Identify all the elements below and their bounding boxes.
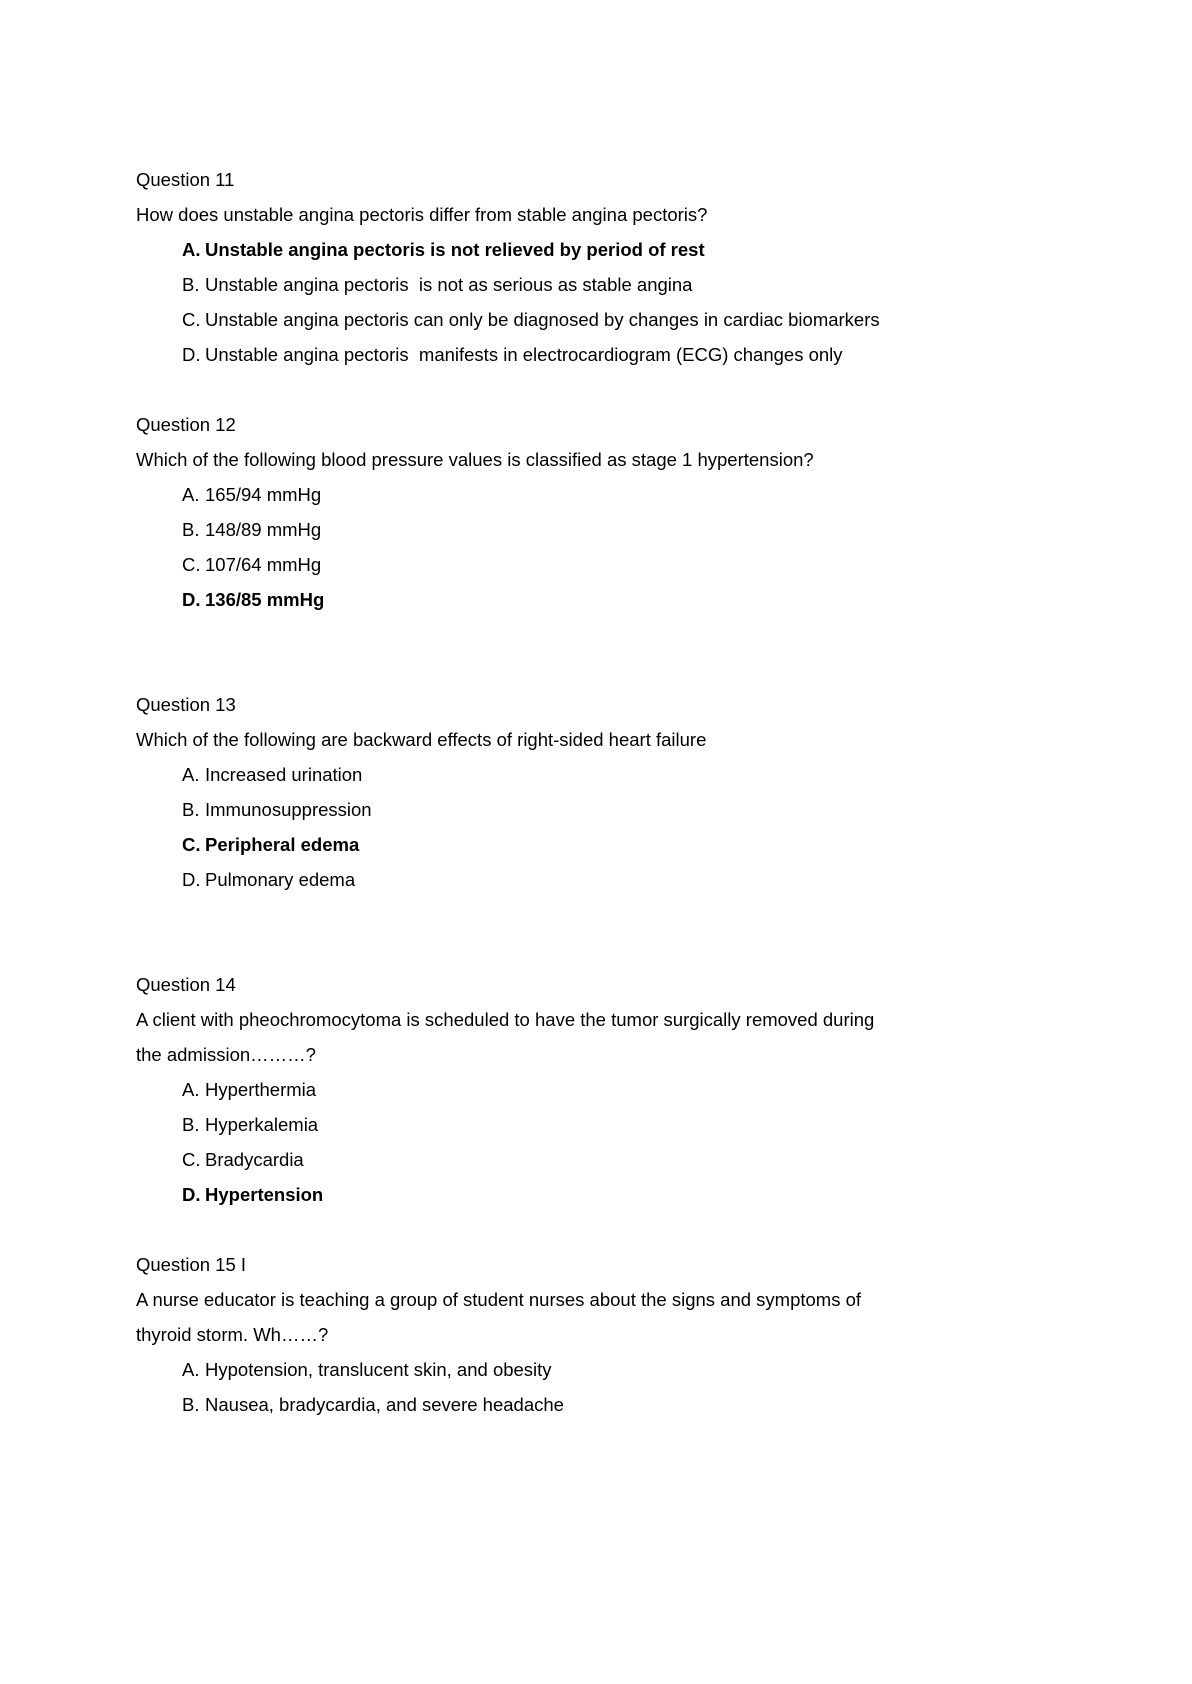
option-text: Hyperkalemia — [205, 1114, 319, 1135]
option-text: 165/94 mmHg — [205, 484, 322, 505]
answer-option-c — [136, 547, 1102, 582]
option-letter: D. — [182, 344, 201, 365]
answer-option-b — [136, 792, 1102, 827]
answer-option-a — [136, 232, 1102, 267]
option-text: Pulmonary edema — [205, 869, 356, 890]
question-block-13 — [136, 687, 1102, 897]
option-text: Unstable angina pectoris is not as serious as stable angina — [205, 274, 693, 295]
option-text: 107/64 mmHg — [205, 554, 322, 575]
question-block-12 — [136, 407, 1102, 617]
question-stem-line-1: A client with pheochromocytoma is scheduled to have the tumor surgically removed during — [136, 1009, 875, 1030]
option-letter: C. — [182, 309, 201, 330]
option-text: Immunosuppression — [205, 799, 372, 820]
option-letter: B. — [182, 1114, 200, 1135]
option-letter: B. — [182, 519, 200, 540]
question-stem-line-2: thyroid storm. Wh……? — [136, 1324, 329, 1345]
option-letter: C. — [182, 834, 201, 855]
answer-option-a — [136, 1352, 1102, 1387]
question-label: Question 13 — [136, 694, 236, 715]
option-text: Unstable angina pectoris is not relieved by period of rest — [205, 239, 705, 260]
question-label: Question 15 I — [136, 1254, 247, 1275]
question-block-11 — [136, 162, 1102, 372]
question-stem-line-1: A nurse educator is teaching a group of student nurses about the signs and symptoms of — [136, 1289, 862, 1310]
question-label: Question 11 — [136, 169, 235, 190]
option-letter: C. — [182, 1149, 201, 1170]
option-letter: B. — [182, 1394, 200, 1415]
option-letter: D. — [182, 589, 201, 610]
option-letter: D. — [182, 1184, 201, 1205]
question-stem: How does unstable angina pectoris differ from stable angina pectoris? — [136, 204, 708, 225]
option-text: Increased urination — [205, 764, 363, 785]
question-block-15 — [136, 1247, 1102, 1422]
option-text: Hypotension, translucent skin, and obesity — [205, 1359, 552, 1380]
answer-option-c — [136, 1142, 1102, 1177]
answer-option-d — [136, 862, 1102, 897]
answer-option-b — [136, 1387, 1102, 1422]
option-letter: D. — [182, 869, 201, 890]
option-text: Bradycardia — [205, 1149, 304, 1170]
option-text: Peripheral edema — [205, 834, 360, 855]
answer-option-d — [136, 1177, 1102, 1212]
option-letter: A. — [182, 239, 201, 260]
answer-option-a — [136, 757, 1102, 792]
option-text: Unstable angina pectoris manifests in electrocardiogram (ECG) changes only — [205, 344, 843, 365]
option-text: Nausea, bradycardia, and severe headache — [205, 1394, 564, 1415]
option-text: Hypertension — [205, 1184, 324, 1205]
option-text: 148/89 mmHg — [205, 519, 322, 540]
question-stem: Which of the following are backward effects of right-sided heart failure — [136, 729, 707, 750]
answer-option-a — [136, 477, 1102, 512]
question-label: Question 14 — [136, 974, 236, 995]
option-letter: A. — [182, 1359, 200, 1380]
answer-option-d — [136, 582, 1102, 617]
answer-option-b — [136, 512, 1102, 547]
answer-option-b — [136, 1107, 1102, 1142]
answer-option-d — [136, 337, 1102, 372]
question-stem-line-2: the admission………? — [136, 1044, 316, 1065]
question-block-14 — [136, 967, 1102, 1212]
answer-option-c — [136, 302, 1102, 337]
option-text: Hyperthermia — [205, 1079, 317, 1100]
answer-option-c — [136, 827, 1102, 862]
option-letter: A. — [182, 1079, 200, 1100]
answer-option-a — [136, 1072, 1102, 1107]
question-label: Question 12 — [136, 414, 236, 435]
option-letter: C. — [182, 554, 201, 575]
option-letter: B. — [182, 274, 200, 295]
question-stem: Which of the following blood pressure values is classified as stage 1 hypertension? — [136, 449, 814, 470]
option-text: 136/85 mmHg — [205, 589, 325, 610]
option-letter: A. — [182, 764, 200, 785]
option-letter: A. — [182, 484, 200, 505]
option-text: Unstable angina pectoris can only be diagnosed by changes in cardiac biomarkers — [205, 309, 880, 330]
option-letter: B. — [182, 799, 200, 820]
answer-option-b — [136, 267, 1102, 302]
